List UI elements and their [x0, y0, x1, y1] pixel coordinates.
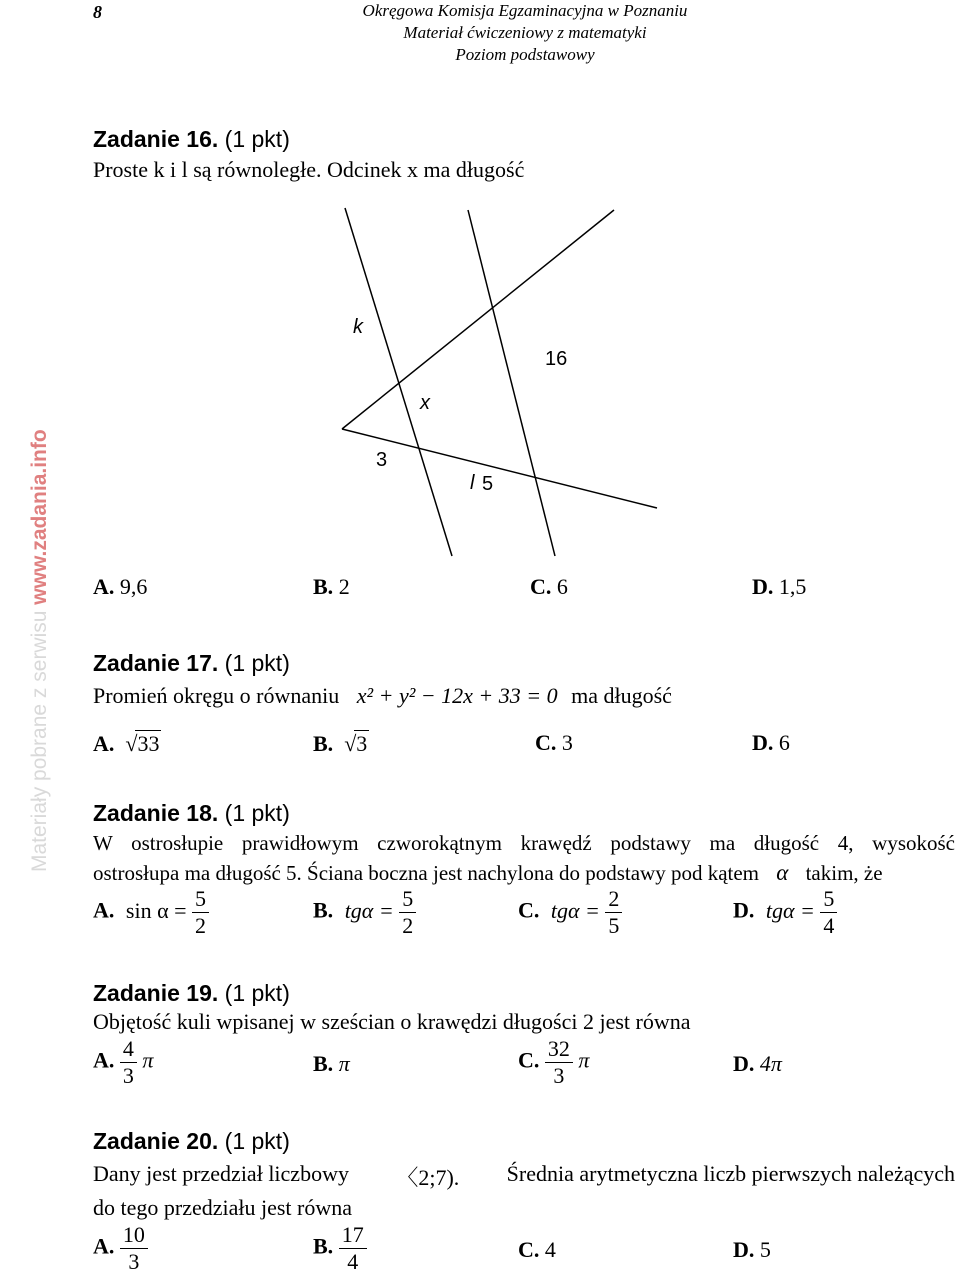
- line-k: [345, 208, 452, 556]
- line-l: [468, 210, 555, 556]
- task19-points: (1 pkt): [224, 980, 290, 1006]
- label-l: l: [470, 472, 475, 494]
- task20-answer-d[interactable]: [733, 1237, 771, 1263]
- task16-text: Proste k i l są równoległe. Odcinek x ma długość: [93, 157, 525, 182]
- label-5: 5: [482, 473, 494, 495]
- transversal-1: [342, 210, 614, 429]
- answer-value: 33: [137, 731, 160, 756]
- answer-label: B.: [313, 1233, 334, 1259]
- task17-answer-d[interactable]: [752, 730, 790, 756]
- answer-function: tgα =: [344, 897, 394, 923]
- task20-answer-c[interactable]: [518, 1237, 556, 1263]
- task19-title: Zadanie 19.: [93, 980, 219, 1006]
- task18-line-2-text: ostrosłupa ma długość 5. Ściana boczna jest nachylona do podstawy pod kątem: [93, 861, 760, 885]
- fraction-denominator: 5: [608, 913, 620, 938]
- fraction-numerator: 17: [339, 1222, 367, 1249]
- pi-symbol: π: [578, 1047, 590, 1073]
- label-x: x: [420, 392, 430, 414]
- answer-label: C.: [530, 574, 552, 599]
- answer-fraction: [605, 886, 622, 939]
- fraction-denominator: 3: [122, 1063, 134, 1088]
- answer-function: sin α =: [125, 897, 187, 923]
- task17-heading: [93, 650, 290, 677]
- fraction-numerator: 4: [120, 1036, 137, 1063]
- answer-label: B.: [313, 731, 334, 756]
- answer-value: 5: [759, 1237, 771, 1262]
- task16-answer-a[interactable]: [93, 574, 147, 600]
- label-3: 3: [376, 449, 388, 471]
- task19-answer-d[interactable]: [733, 1051, 782, 1077]
- task20-interval: 〈2;7).: [396, 1165, 460, 1190]
- task16-answer-b[interactable]: [313, 574, 350, 600]
- fraction-denominator: 3: [553, 1063, 565, 1088]
- task20-line-2: do tego przedziału jest równa: [93, 1195, 353, 1220]
- fraction-denominator: 4: [347, 1249, 359, 1274]
- fraction-denominator: 2: [195, 913, 206, 938]
- fraction-denominator: 3: [128, 1249, 140, 1274]
- task20-points: (1 pkt): [224, 1128, 290, 1154]
- answer-label: D.: [733, 1051, 755, 1076]
- answer-label: C.: [518, 897, 540, 923]
- task19-answer-c[interactable]: [518, 1036, 589, 1089]
- task17-answer-b[interactable]: B. √3: [313, 731, 368, 756]
- watermark-prefix: Materiały pobrane z serwisu: [28, 604, 51, 872]
- answer-value: π: [338, 1051, 350, 1076]
- answer-label: D.: [733, 1237, 755, 1262]
- task16-points: (1 pkt): [224, 126, 290, 152]
- task17-equation: x² + y² − 12x + 33 = 0: [356, 683, 558, 708]
- task17-title: Zadanie 17.: [93, 650, 219, 676]
- task18-heading: [93, 800, 290, 827]
- answer-fraction: [399, 886, 416, 939]
- answer-fraction: [120, 1222, 148, 1275]
- answer-value: 2: [338, 574, 350, 599]
- answer-label: D.: [752, 574, 774, 599]
- fraction-denominator: 4: [823, 913, 835, 938]
- watermark-site: www.zadania.info: [28, 429, 51, 605]
- answer-label: B.: [313, 574, 334, 599]
- answer-value: 3: [356, 731, 368, 756]
- task16-heading: [93, 126, 290, 153]
- answer-label: C.: [518, 1237, 540, 1262]
- task16-answer-c[interactable]: [530, 574, 568, 600]
- alpha-symbol: α: [776, 860, 789, 885]
- task20-answer-b[interactable]: [313, 1222, 367, 1275]
- answer-fraction: [120, 1036, 137, 1089]
- answer-label: A.: [93, 897, 115, 923]
- task18-line-2-end: takim, że: [805, 861, 883, 885]
- fraction-numerator: 5: [820, 886, 837, 913]
- header-line-2: Materiał ćwiczeniowy z matematyki: [403, 23, 647, 42]
- task17-points: (1 pkt): [224, 650, 290, 676]
- task19-answer-b[interactable]: [313, 1051, 350, 1077]
- answer-fraction: [545, 1036, 573, 1089]
- header-line-1: Okręgowa Komisja Egzaminacyjna w Poznaniu: [362, 1, 688, 20]
- task19-answer-a[interactable]: [93, 1036, 153, 1089]
- answer-fraction: [192, 886, 209, 939]
- task17-answer-c[interactable]: [535, 730, 573, 756]
- task16-title: Zadanie 16.: [93, 126, 219, 152]
- task16-answer-d[interactable]: [752, 574, 806, 600]
- label-16: 16: [545, 348, 568, 370]
- task17-answer-a[interactable]: A. √33: [93, 731, 160, 756]
- task18-line-2: [93, 860, 883, 886]
- header-line-3: Poziom podstawowy: [455, 45, 595, 64]
- answer-value: 4: [544, 1237, 556, 1262]
- task18-answer-c[interactable]: [518, 886, 622, 939]
- fraction-numerator: 10: [120, 1222, 148, 1249]
- fraction-numerator: 32: [545, 1036, 573, 1063]
- task20-answer-a[interactable]: [93, 1222, 148, 1275]
- answer-fraction: [820, 886, 837, 939]
- fraction-denominator: 2: [402, 913, 414, 938]
- answer-label: C.: [518, 1047, 540, 1073]
- task17-text-before: Promień okręgu o równaniu: [93, 683, 340, 708]
- answer-label: C.: [535, 730, 557, 755]
- answer-label: A.: [93, 1047, 115, 1073]
- task19-text: Objętość kuli wpisanej w sześcian o krawędzi długości 2 jest równa: [93, 1009, 691, 1034]
- pi-symbol: π: [142, 1047, 154, 1073]
- task18-title: Zadanie 18.: [93, 800, 219, 826]
- answer-label: A.: [93, 731, 115, 756]
- task18-line-1: W ostrosłupie prawidłowym czworokątnym krawędź podstawy ma długość 4, wysokość: [93, 831, 955, 855]
- task17-text: [93, 683, 672, 709]
- task17-text-after: ma długość: [571, 683, 672, 708]
- answer-label: B.: [313, 897, 334, 923]
- answer-function: tgα =: [550, 897, 600, 923]
- answer-value: 4π: [759, 1051, 782, 1076]
- task20-line-1-end: Średnia arytmetyczna liczb pierwszych należących: [506, 1161, 955, 1186]
- answer-label: B.: [313, 1051, 334, 1076]
- task18-answer-a[interactable]: [93, 886, 209, 939]
- answer-value: 1,5: [778, 574, 807, 599]
- fraction-numerator: 2: [605, 886, 622, 913]
- task18-answer-b[interactable]: [313, 886, 416, 939]
- answer-value: 3: [561, 730, 573, 755]
- answer-label: D.: [752, 730, 774, 755]
- fraction-numerator: 5: [192, 886, 209, 913]
- page-number: 8: [93, 2, 102, 22]
- answer-label: D.: [733, 897, 755, 923]
- answer-label: A.: [93, 1233, 115, 1259]
- answer-value: 9,6: [119, 574, 148, 599]
- task20-title: Zadanie 20.: [93, 1128, 219, 1154]
- task16-figure: [300, 200, 660, 560]
- task19-heading: [93, 980, 290, 1007]
- label-k: k: [353, 316, 363, 338]
- task20-line-1: [93, 1161, 955, 1192]
- fraction-numerator: 5: [399, 886, 416, 913]
- answer-function: tgα =: [765, 897, 815, 923]
- task20-heading: [93, 1128, 290, 1155]
- answer-label: A.: [93, 574, 115, 599]
- answer-value: 6: [556, 574, 568, 599]
- task18-points: (1 pkt): [224, 800, 290, 826]
- answer-value: 6: [778, 730, 790, 755]
- transversal-2: [342, 429, 657, 508]
- answer-fraction: [339, 1222, 367, 1275]
- watermark: [28, 429, 52, 872]
- task18-answer-d[interactable]: [733, 886, 837, 939]
- task20-line-1-start: Dany jest przedział liczbowy: [93, 1161, 349, 1186]
